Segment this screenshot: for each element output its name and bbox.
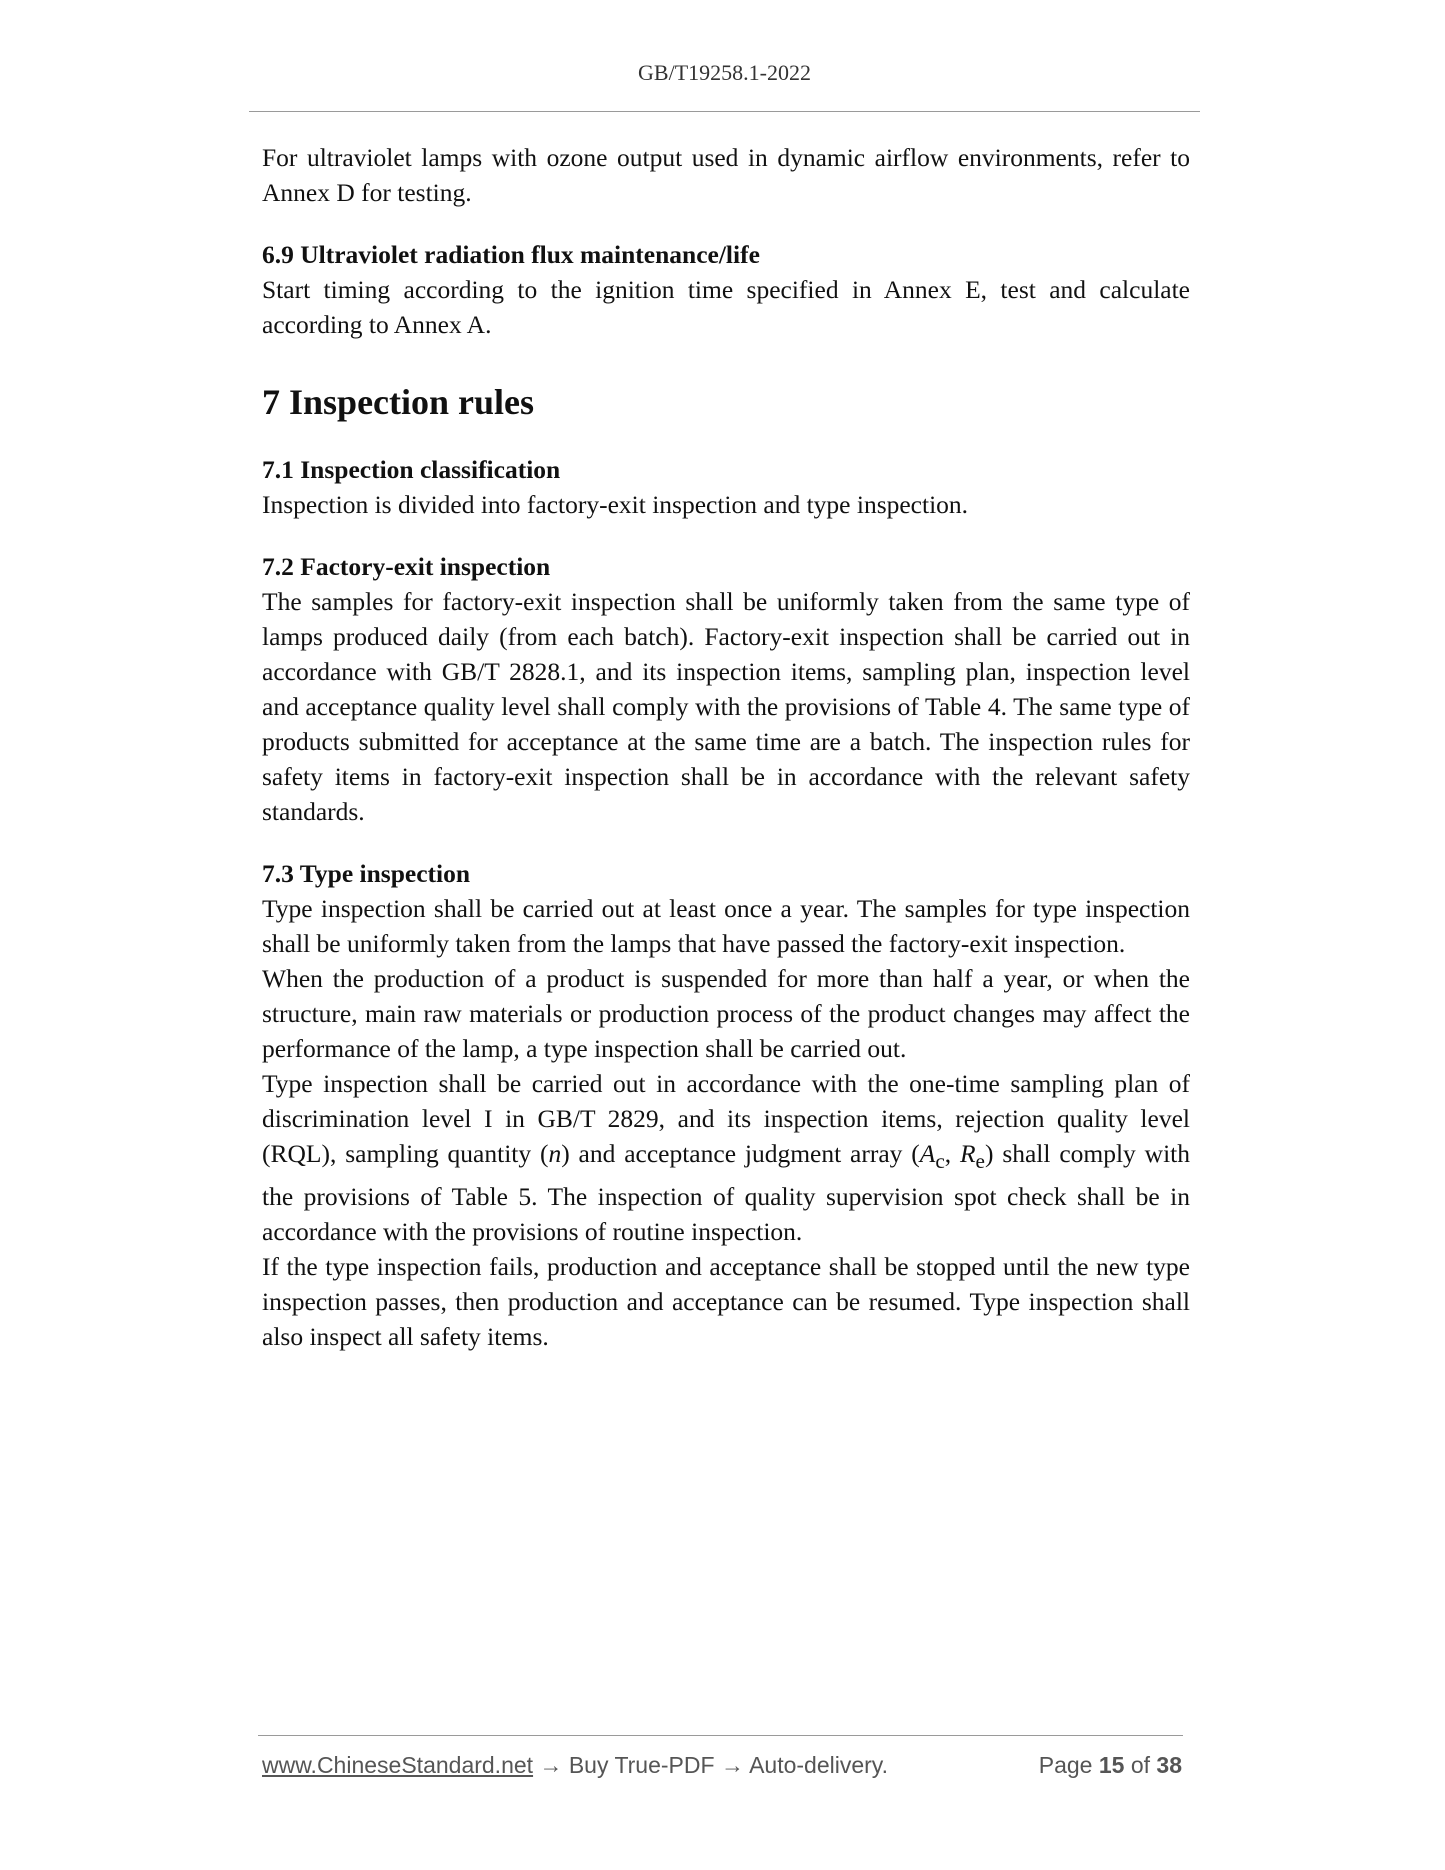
paragraph-7-2: The samples for factory-exit inspection shall be uniformly taken from the same type of lamps produced daily (from each batch). Factory-exit inspection shall be carried out in accordance with GB/T 2828.1, and its inspection items, sampling plan, inspection level and acceptance quality level shall comply with the provisions of Table 4. The same type of products submitted for acceptance at the same time are a batch. The inspection rules for safety items in factory-exit inspection shall be in accordance with the relevant safety standards. (262, 587, 1190, 826)
header-divider (249, 111, 1200, 112)
paragraph-6-9: Start timing according to the ignition time specified in Annex E, test and calculate according to Annex A. (262, 275, 1190, 339)
subscript-e: e (975, 1149, 985, 1174)
subscript-c: c (935, 1149, 945, 1174)
page-number: 15 (1098, 1752, 1125, 1778)
auto-delivery-text: Auto-delivery. (749, 1752, 888, 1778)
heading-7-1: 7.1 Inspection classification (262, 455, 561, 484)
heading-7-2: 7.2 Factory-exit inspection (262, 552, 551, 581)
of-label: of (1130, 1752, 1151, 1778)
footer-promo (262, 1752, 888, 1779)
footer-divider (258, 1735, 1183, 1736)
paragraph-7-3-sampling-plan (262, 1066, 1190, 1249)
sampling-text-1: Type inspection shall be carried out in accordance with the one-time sampling plan of discrimination level I in GB/T 2829, and its inspection items, rejection quality level (RQL), sampling quantity ( (262, 1069, 1190, 1168)
symbol-a: A (919, 1139, 936, 1168)
site-link[interactable]: www.ChineseStandard.net (262, 1752, 534, 1778)
arrow-icon: → (714, 1752, 750, 1778)
document-header: GB/T19258.1-2022 (638, 60, 811, 85)
paragraph-7-3-frequency: Type inspection shall be carried out at least once a year. The samples for type inspection shall be uniformly taken from the lamps that have passed the factory-exit inspection. (262, 894, 1190, 958)
symbol-r: R (959, 1139, 976, 1168)
page-total: 38 (1156, 1752, 1182, 1778)
symbol-n: n (548, 1139, 562, 1168)
symbol-separator: , (944, 1139, 960, 1168)
page-label: Page (1038, 1752, 1093, 1778)
page-content (262, 140, 1190, 1354)
paragraph-7-3-failure: If the type inspection fails, production and acceptance shall be stopped until the new type inspection passes, then production and acceptance can be resumed. Type inspection shall also inspect all safety items. (262, 1252, 1190, 1352)
paragraph-7-3-triggers: When the production of a product is suspended for more than half a year, or when the structure, main raw materials or production process of the product changes may affect the performance of the lamp, a type inspection shall be carried out. (262, 964, 1190, 1063)
paragraph-ozone-testing: For ultraviolet lamps with ozone output used in dynamic airflow environments, refer to Annex D for testing. (262, 143, 1190, 207)
sampling-text-2: ) and acceptance judgment array ( (561, 1139, 920, 1168)
page-indicator (1039, 1752, 1182, 1779)
paragraph-7-1: Inspection is divided into factory-exit inspection and type inspection. (262, 490, 969, 519)
sampling-text-3: ) shall comply with the provisions of Table 5. The inspection of quality supervision spot check shall be in accordance with the provisions of routine inspection. (262, 1139, 1190, 1247)
heading-7-3: 7.3 Type inspection (262, 859, 471, 888)
page-footer (262, 1752, 1182, 1786)
heading-6-9: 6.9 Ultraviolet radiation flux maintenance/life (262, 240, 760, 269)
buy-true-pdf-text: Buy True-PDF (568, 1752, 715, 1778)
heading-7-inspection-rules: 7 Inspection rules (262, 382, 535, 422)
arrow-icon: → (533, 1752, 569, 1778)
